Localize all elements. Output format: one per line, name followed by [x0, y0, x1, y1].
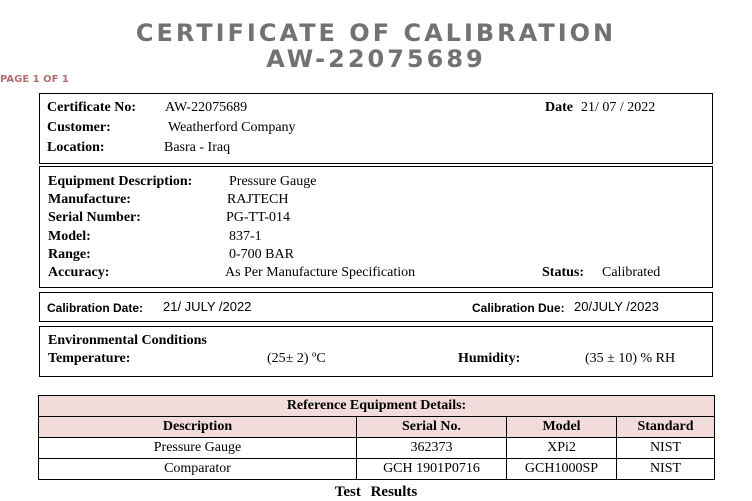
calibration-date-label: Calibration Date:: [47, 301, 144, 315]
manufacture-value: RAJTECH: [227, 192, 289, 207]
calibration-due-value: 20/JULY /2023: [574, 299, 659, 314]
page-label: PAGE 1 OF 1: [0, 74, 69, 85]
range-value: 0-700 BAR: [229, 247, 294, 262]
accuracy-label: Accuracy:: [48, 265, 110, 280]
certificate-number-label: Certificate No:: [47, 100, 137, 115]
table-cell: Comparator: [39, 459, 357, 480]
status-label: Status:: [542, 265, 585, 280]
column-header-model: Model: [507, 417, 617, 438]
certificate-title: CERTIFICATE OF CALIBRATION: [135, 19, 617, 47]
table-row: [39, 438, 715, 459]
temperature-value: (25± 2) ºC: [267, 351, 326, 366]
model-label: Model:: [48, 229, 91, 244]
accuracy-value: As Per Manufacture Specification: [225, 265, 416, 280]
customer-value: Weatherford Company: [168, 120, 296, 135]
table-cell: 362373: [357, 438, 507, 459]
table-cell: GCH1000SP: [507, 459, 617, 480]
date-value: 21/ 07 / 2022: [581, 100, 656, 115]
model-value: 837-1: [229, 229, 262, 244]
equipment-description-label: Equipment Description:: [48, 174, 193, 189]
equipment-description-value: Pressure Gauge: [229, 174, 317, 189]
location-value: Basra - Iraq: [164, 140, 231, 155]
temperature-label: Temperature:: [48, 351, 131, 366]
serial-number-value: PG-TT-014: [226, 210, 291, 225]
date-label: Date: [545, 100, 573, 115]
location-label: Location:: [47, 140, 105, 155]
table-cell: Pressure Gauge: [39, 438, 357, 459]
table-header-row: [39, 417, 715, 438]
calibration-date-value: 21/ JULY /2022: [163, 299, 252, 314]
reference-equipment-table: [38, 395, 715, 480]
manufacture-label: Manufacture:: [48, 192, 131, 207]
column-header-standard: Standard: [617, 417, 715, 438]
table-caption-row: [39, 396, 715, 417]
calibration-due-label: Calibration Due:: [472, 301, 565, 315]
status-value: Calibrated: [602, 265, 661, 280]
table-caption: Reference Equipment Details:: [39, 396, 715, 417]
humidity-label: Humidity:: [458, 351, 521, 366]
table-cell: XPi2: [507, 438, 617, 459]
table-cell: GCH 1901P0716: [357, 459, 507, 480]
column-header-serial: Serial No.: [357, 417, 507, 438]
humidity-value: (35 ± 10) % RH: [585, 351, 676, 366]
table-cell: NIST: [617, 459, 715, 480]
certificate-title-number: AW-22075689: [266, 45, 486, 73]
range-label: Range:: [48, 247, 91, 262]
certificate-number-value: AW-22075689: [165, 100, 248, 115]
table-cell: NIST: [617, 438, 715, 459]
environment-title: Environmental Conditions: [48, 333, 207, 348]
serial-number-label: Serial Number:: [48, 210, 141, 225]
column-header-description: Description: [39, 417, 357, 438]
table-row: [39, 459, 715, 480]
test-results-heading: Test Results: [334, 484, 418, 500]
customer-label: Customer:: [47, 120, 111, 135]
